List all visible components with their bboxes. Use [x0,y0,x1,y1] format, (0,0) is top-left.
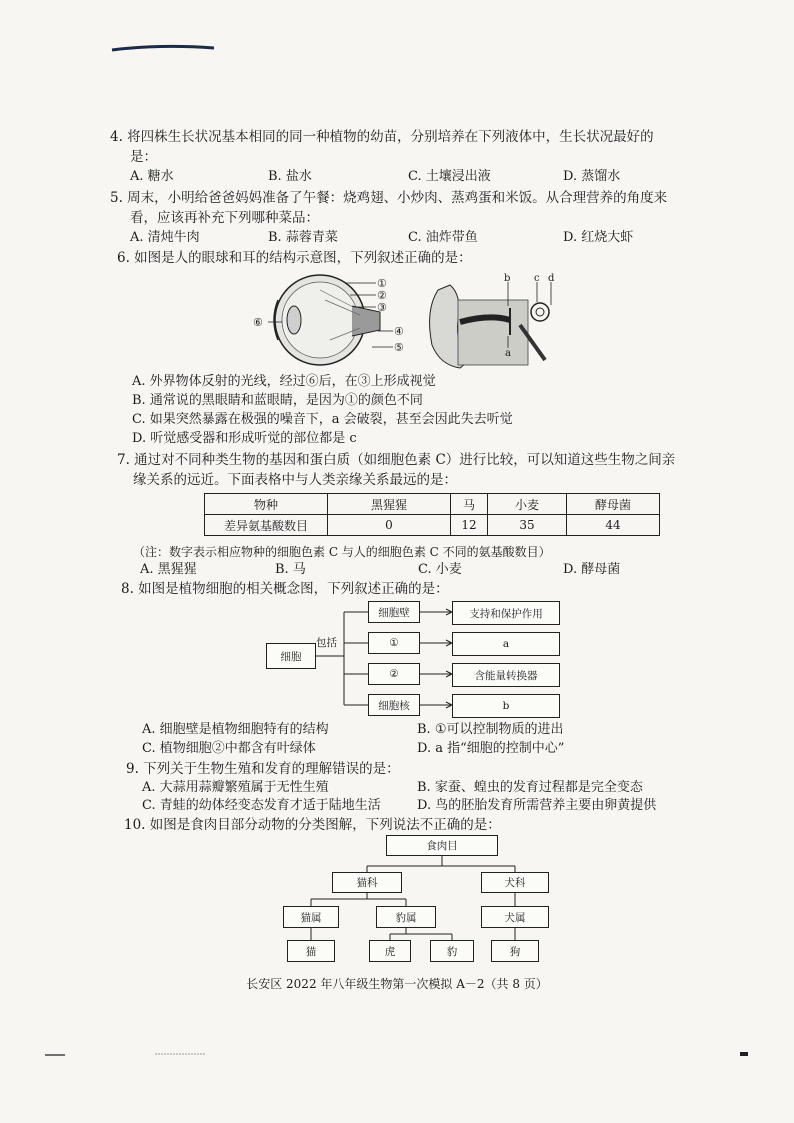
q9-stem: 9. 下列关于生物生殖和发育的理解错误的是： [126,761,400,777]
concept-left-box-4: 细胞核 [368,694,420,716]
table-cell: 0 [328,515,451,536]
ear-label-d: d [548,273,555,284]
q9-option-a: A. 大蒜用蒜瓣繁殖属于无性生殖 [142,780,329,795]
eye-label-1: ① [377,277,387,290]
ear-label-a: a [505,348,511,359]
q4-stem-line2: 是： [130,149,157,165]
concept-include-label: 包括 [316,637,337,649]
q4-option-b: B. 盐水 [268,169,312,184]
eyeball-diagram [268,275,393,365]
q7-option-c: C. 小麦 [418,562,462,577]
concept-right-box-3: 含能量转换器 [452,663,560,687]
concept-left-box-1: 细胞壁 [368,601,420,623]
q4-option-c: C. 土壤浸出液 [408,169,491,184]
table-cell: 35 [488,515,567,536]
q8-option-b: B. ①可以控制物质的进出 [417,722,564,737]
concept-cell-box: 细胞 [266,643,316,669]
q10-stem: 10. 如图是食肉目部分动物的分类图解，下列说法不正确的是： [124,817,501,833]
tree-family-box-1: 猫科 [332,872,402,893]
q5-stem-line2: 看，应该再补充下列哪种菜品： [130,210,319,226]
ear-label-b: b [504,273,511,284]
ear-diagram [430,282,551,368]
tree-genus-box-3: 犬属 [481,906,549,928]
table-header-cell: 黑猩猩 [328,494,451,515]
table-cell: 差异氨基酸数目 [205,515,328,536]
q8-stem: 8. 如图是植物细胞的相关概念图，下列叙述正确的是： [121,581,449,597]
q7-stem-line2: 缘关系的远近。下面表格中与人类亲缘关系最远的是： [133,472,457,488]
table-header-cell: 酵母菌 [567,494,660,515]
q6-stem: 6. 如图是人的眼球和耳的结构示意图，下列叙述正确的是： [117,250,472,266]
q5-option-d: D. 红烧大虾 [563,230,634,245]
tree-species-box-4: 狗 [491,940,539,962]
q5-option-a: A. 清炖牛肉 [130,230,200,245]
concept-left-box-3: ② [368,663,420,685]
eye-label-3: ③ [377,301,387,314]
eye-label-6: ⑥ [253,316,263,329]
amino-acid-table [204,493,660,536]
concept-left-box-2: ① [368,632,420,654]
table-header-cell: 小麦 [488,494,567,515]
concept-right-box-2: a [452,632,560,656]
q9-option-b: B. 家蚕、蝗虫的发育过程都是完全变态 [417,780,643,795]
q7-note: （注：数字表示相应物种的细胞色素 C 与人的细胞色素 C 不同的氨基酸数目） [133,545,551,559]
q8-option-a: A. 细胞壁是植物细胞特有的结构 [142,722,329,737]
q5-option-c: C. 油炸带鱼 [408,230,478,245]
q8-option-d: D. a 指“细胞的控制中心” [417,741,565,756]
q8-option-c: C. 植物细胞②中都含有叶绿体 [142,741,316,756]
q7-option-a: A. 黑猩猩 [140,562,197,577]
eye-label-2: ② [377,289,387,302]
q7-option-d: D. 酵母菌 [563,562,621,577]
ear-label-c: c [534,273,540,284]
q6-option-a: A. 外界物体反射的光线，经过⑥后，在③上形成视觉 [132,374,436,389]
q5-option-b: B. 蒜蓉青菜 [268,230,338,245]
tree-species-box-2: 虎 [369,940,411,962]
q4-stem-line1: 4. 将四株生长状况基本相同的同一种植物的幼苗，分别培养在下列液体中，生长状况最好的 [110,129,654,145]
page-footer: 长安区 2022 年八年级生物第一次模拟 A－2（共 8 页） [246,977,548,991]
q4-option-a: A. 糖水 [130,169,174,184]
table-header-row [205,494,660,515]
concept-right-box-1: 支持和保护作用 [452,601,560,625]
tree-species-box-3: 豹 [430,940,474,962]
concept-right-box-4: b [452,694,560,718]
tree-family-box-2: 犬科 [481,872,549,893]
q6-option-d: D. 听觉感受器和形成听觉的部位都是 c [132,431,357,446]
tree-species-box-1: 猫 [287,940,335,962]
table-row [205,515,660,536]
table-header-cell: 马 [451,494,488,515]
table-cell: 44 [567,515,660,536]
q9-option-d: D. 鸟的胚胎发育所需营养主要由卵黄提供 [417,798,657,813]
q5-stem-line1: 5. 周末，小明给爸爸妈妈准备了午餐：烧鸡翅、小炒肉、蒸鸡蛋和米饭。从合理营养的角度来 [110,190,668,206]
tree-order-box: 食肉目 [386,835,498,856]
q6-option-c: C. 如果突然暴露在极强的噪音下，a 会破裂，甚至会因此失去听觉 [132,412,513,427]
q7-option-b: B. 马 [275,562,306,577]
tree-genus-box-2: 豹属 [376,906,436,928]
q4-option-d: D. 蒸馏水 [563,169,621,184]
q7-stem-line1: 7. 通过对不同种类生物的基因和蛋白质（如细胞色素 C）进行比较，可以知道这些生物之间亲 [117,452,676,468]
q6-option-b: B. 通常说的黑眼睛和蓝眼睛，是因为①的颜色不同 [132,393,423,408]
q9-option-c: C. 青蛙的幼体经变态发育才适于陆地生活 [142,798,381,813]
eye-label-5: ⑤ [394,341,404,354]
eye-label-4: ④ [394,325,404,338]
tree-genus-box-1: 猫属 [283,906,339,928]
table-cell: 12 [451,515,488,536]
table-header-cell: 物种 [205,494,328,515]
